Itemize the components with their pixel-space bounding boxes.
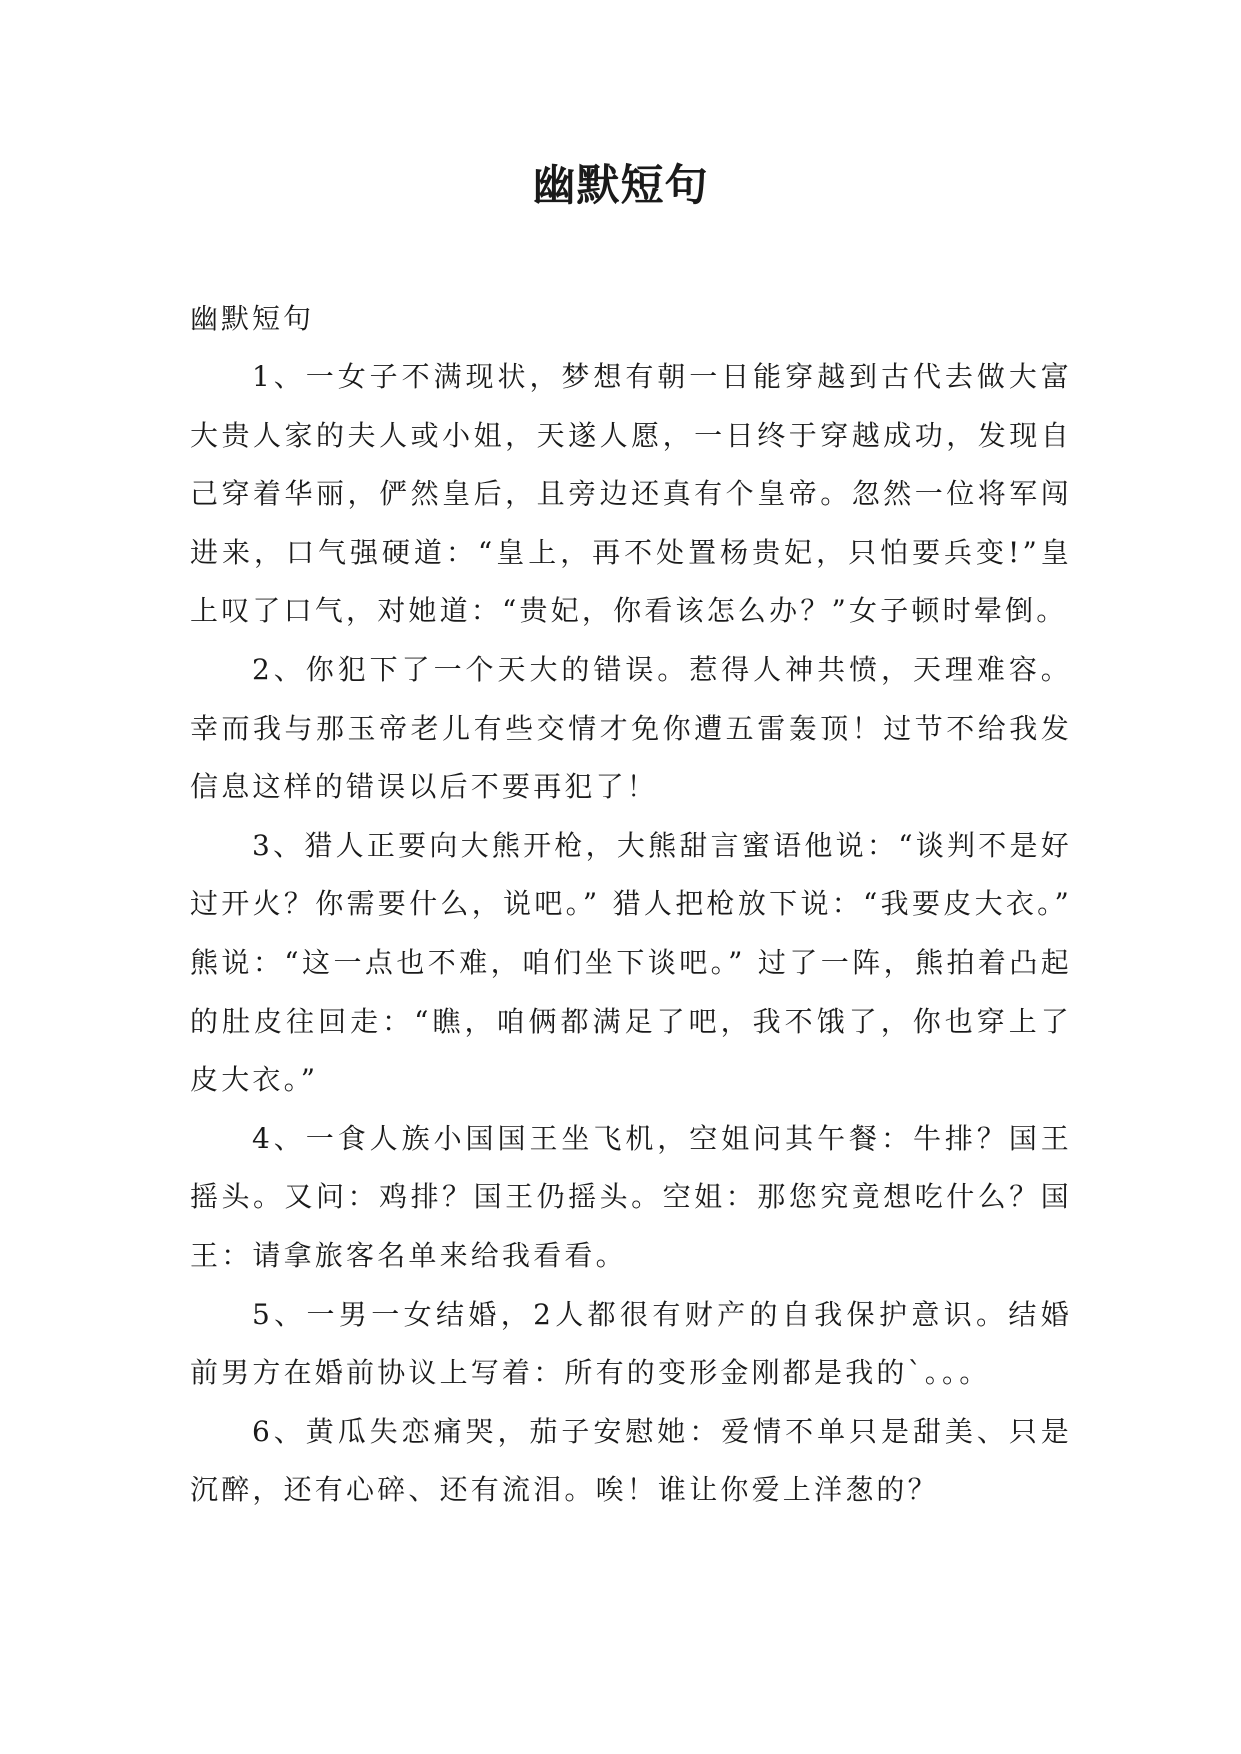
paragraph-2: 2、你犯下了一个天大的错误。惹得人神共愤，天理难容。幸而我与那玉帝老儿有些交情才免你遭五雷轰顶！过节不给我发信息这样的错误以后不要再犯了！ (190, 652, 1072, 804)
paragraph-6: 6、黄瓜失恋痛哭，茄子安慰她：爱情不单只是甜美、只是沉醉，还有心碎、还有流泪。唉！谁让你爱上洋葱的？ (190, 1414, 1072, 1507)
document-subtitle: 幽默短句 (190, 302, 315, 335)
paragraph-1: 1、一女子不满现状，梦想有朝一日能穿越到古代去做大富大贵人家的夫人或小姐，天遂人愿，一日终于穿越成功，发现自己穿着华丽，俨然皇后，且旁边还真有个皇帝。忽然一位将军闯进来，口气强硬道：“皇上，再不处置杨贵妃，只怕要兵变!”皇上叹了口气，对她道：“贵妃，你看该怎么办？”女子顿时晕倒。 (190, 360, 1072, 628)
paragraph-4: 4、一食人族小国国王坐飞机，空姐问其午餐：牛排？国王摇头。又问：鸡排？国王仍摇头。空姐：那您究竟想吃什么？国王：请拿旅客名单来给我看看。 (190, 1121, 1072, 1272)
document-title: 幽默短句 (532, 161, 709, 211)
document-body (190, 290, 1072, 1520)
paragraph-5: 5、一男一女结婚，2人都很有财产的自我保护意识。结婚前男方在婚前协议上写着：所有的变形金刚都是我的`。。。 (190, 1297, 1072, 1390)
paragraph-3: 3、猎人正要向大熊开枪，大熊甜言蜜语他说：“谈判不是好过开火？你需要什么，说吧。” 猎人把枪放下说：“我要皮大衣。” 熊说：“这一点也不难，咱们坐下谈吧。” 过了一阵，熊拍着凸起的肚皮往回走：“瞧，咱俩都满足了吧，我不饿了，你也穿上了皮大衣。” (190, 828, 1072, 1097)
